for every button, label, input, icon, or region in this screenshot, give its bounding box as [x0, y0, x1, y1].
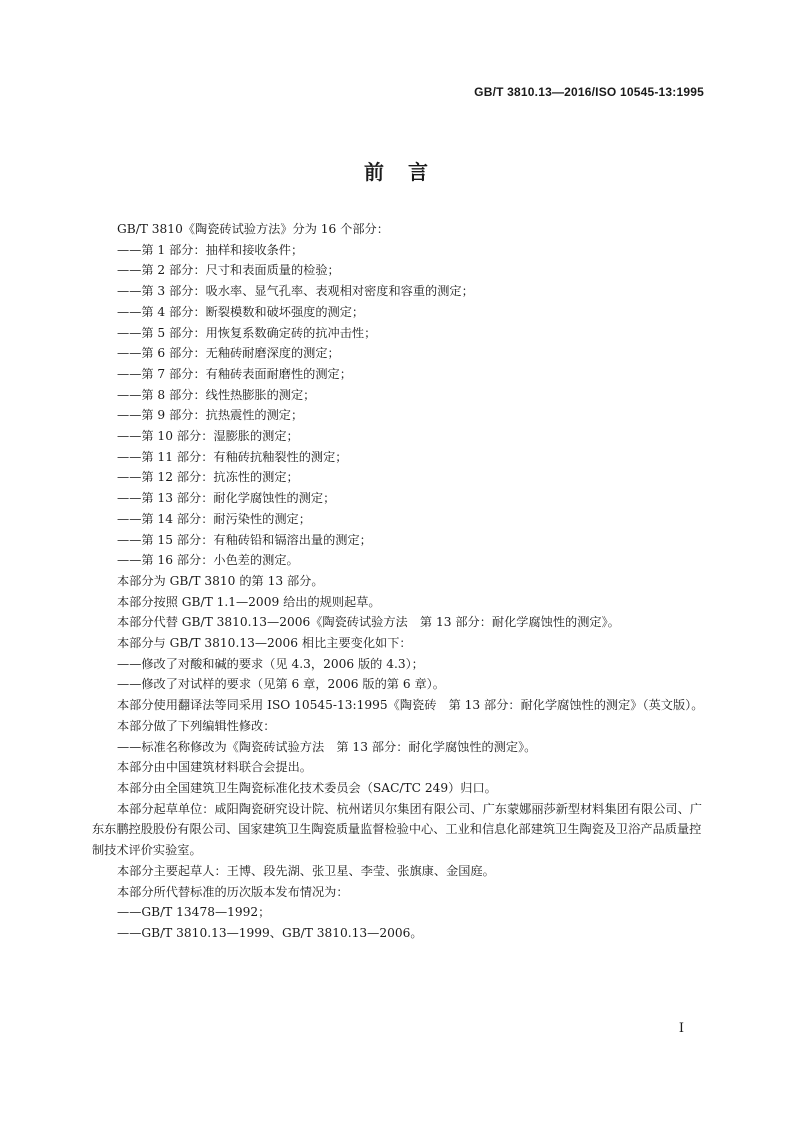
- list-item: ——第 9 部分：抗热震性的测定；: [117, 408, 304, 423]
- list-item: ——第 7 部分：有釉砖表面耐磨性的测定；: [117, 366, 352, 381]
- list-item: ——第 3 部分：吸水率、显气孔率、表观相对密度和容重的测定；: [117, 284, 474, 299]
- list-item: ——修改了对试样的要求（见第 6 章，2006 版的第 6 章）。: [117, 677, 445, 692]
- paragraph: 本部分使用翻译法等同采用 ISO 10545-13:1995《陶瓷砖 第 13 部分：耐化学腐蚀性的测定》（英文版）。: [117, 698, 704, 713]
- list-item: ——第 8 部分：线性热膨胀的测定；: [117, 387, 316, 402]
- list-item: ——第 4 部分：断裂模数和破坏强度的测定；: [117, 304, 365, 319]
- paragraph: 本部分与 GB/T 3810.13—2006 相比主要变化如下：: [117, 636, 412, 651]
- list-item: ——第 13 部分：耐化学腐蚀性的测定；: [117, 491, 336, 506]
- paragraph: 本部分为 GB/T 3810 的第 13 部分。: [117, 573, 324, 588]
- list-item: ——第 2 部分：尺寸和表面质量的检验；: [117, 263, 340, 278]
- list-item: ——第 11 部分：有釉砖抗釉裂性的测定；: [117, 449, 348, 464]
- list-item: ——GB/T 13478—1992；: [117, 905, 271, 920]
- list-item: ——标准名称修改为《陶瓷砖试验方法 第 13 部分：耐化学腐蚀性的测定》。: [117, 739, 537, 754]
- list-item: ——第 5 部分：用恢复系数确定砖的抗冲击性；: [117, 325, 377, 340]
- standard-code: GB/T 3810.13—2016/ISO 10545-13:1995: [474, 85, 704, 99]
- paragraph: 本部分起草单位：咸阳陶瓷研究设计院、杭州诺贝尔集团有限公司、广东蒙娜丽莎新型材料集团有限公司、广东东鹏控股股份有限公司、国家建筑卫生陶瓷质量监督检验中心、工业和信息化部建筑卫生陶瓷及卫浴产品质量控制技术评价实验室。: [92, 801, 702, 858]
- document-body: [92, 219, 707, 944]
- list-item: ——第 6 部分：无釉砖耐磨深度的测定；: [117, 346, 340, 361]
- paragraph: 本部分按照 GB/T 1.1—2009 给出的规则起草。: [117, 594, 381, 609]
- paragraph: GB/T 3810《陶瓷砖试验方法》分为 16 个部分：: [117, 222, 389, 236]
- list-item: ——GB/T 3810.13—1999、GB/T 3810.13—2006。: [117, 925, 423, 940]
- paragraph: 本部分做了下列编辑性修改：: [117, 718, 276, 733]
- list-item: ——第 10 部分：湿膨胀的测定；: [117, 429, 299, 444]
- list-item: ——修改了对酸和碱的要求（见 4.3，2006 版的 4.3）；: [117, 656, 424, 671]
- paragraph: 本部分主要起草人：王博、段先湖、张卫星、李莹、张旗康、金国庭。: [117, 863, 495, 878]
- list-item: ——第 1 部分：抽样和接收条件；: [117, 242, 304, 257]
- paragraph: 本部分所代替标准的历次版本发布情况为：: [117, 884, 349, 899]
- list-item: ——第 15 部分：有釉砖铅和镉溶出量的测定；: [117, 532, 372, 547]
- page-number: I: [678, 1021, 684, 1036]
- page-title: 前 言: [364, 160, 430, 184]
- paragraph: 本部分由中国建筑材料联合会提出。: [117, 760, 312, 775]
- list-item: ——第 16 部分：小色差的测定。: [117, 553, 299, 568]
- list-item: ——第 12 部分：抗冻性的测定；: [117, 470, 299, 485]
- paragraph: 本部分代替 GB/T 3810.13—2006《陶瓷砖试验方法 第 13 部分：耐化学腐蚀性的测定》。: [117, 615, 620, 630]
- paragraph: 本部分由全国建筑卫生陶瓷标准化技术委员会（SAC/TC 249）归口。: [117, 780, 497, 795]
- list-item: ——第 14 部分：耐污染性的测定；: [117, 511, 311, 526]
